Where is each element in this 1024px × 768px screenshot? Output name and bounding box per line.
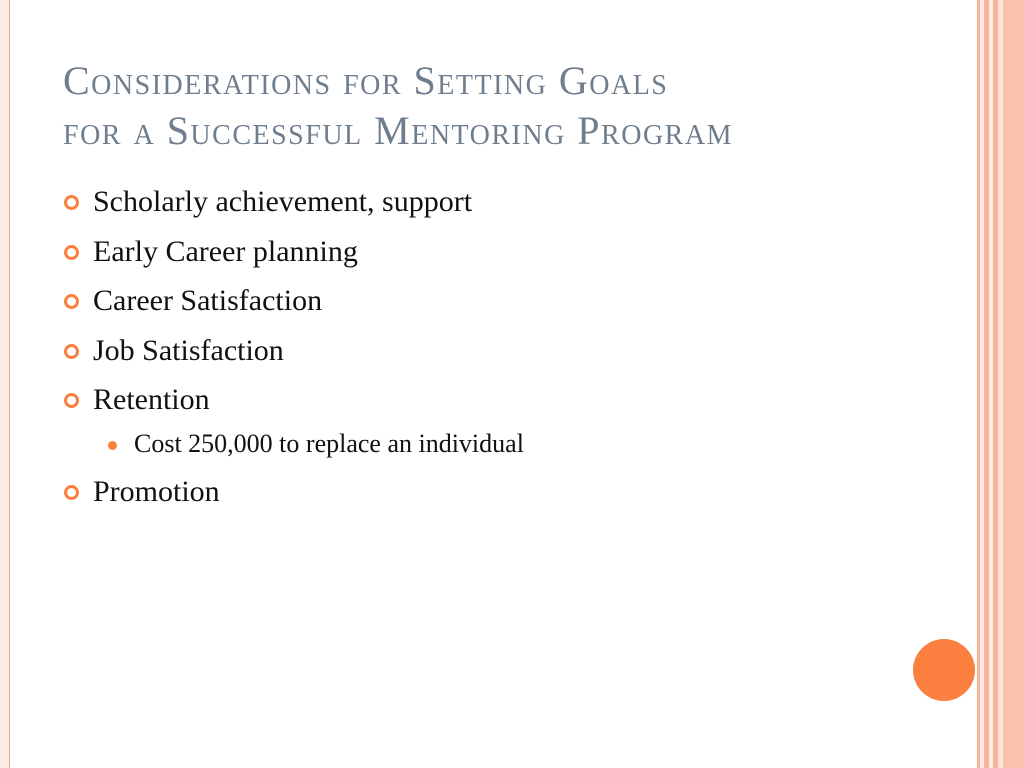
ring-bullet-icon [64,485,79,500]
ring-bullet-icon [64,195,79,210]
sub-bullet-text: Cost 250,000 to replace an individual [134,428,524,458]
bullet-item [63,474,903,510]
dot-bullet-icon [108,441,117,450]
bullet-item [63,333,903,369]
sub-bullet-item [63,428,903,460]
ring-bullet-icon [64,245,79,260]
bullet-item [63,283,903,319]
ring-bullet-icon [64,393,79,408]
bullet-text: Early Career planning [93,234,358,268]
ring-bullet-icon [64,344,79,359]
bullet-text: Retention [93,383,210,416]
bullet-text: Promotion [93,474,220,508]
right-frame-decoration [977,0,1024,768]
slide-title-line-1: Considerations for Setting Goals [63,58,669,103]
bullet-text: Scholarly achievement, support [93,185,473,218]
left-border-decoration [0,0,10,768]
bullet-item [63,382,903,418]
accent-circle [913,639,975,701]
bullet-text: Job Satisfaction [93,333,284,367]
bullet-list [63,184,903,523]
frame-stripe [1003,0,1024,768]
bullet-text: Career Satisfaction [93,284,323,317]
ring-bullet-icon [64,294,79,309]
bullet-item [63,234,903,270]
bullet-item [63,184,903,220]
slide-title-line-2: for a Successful Mentoring Program [63,108,733,153]
slide-title [63,56,943,156]
